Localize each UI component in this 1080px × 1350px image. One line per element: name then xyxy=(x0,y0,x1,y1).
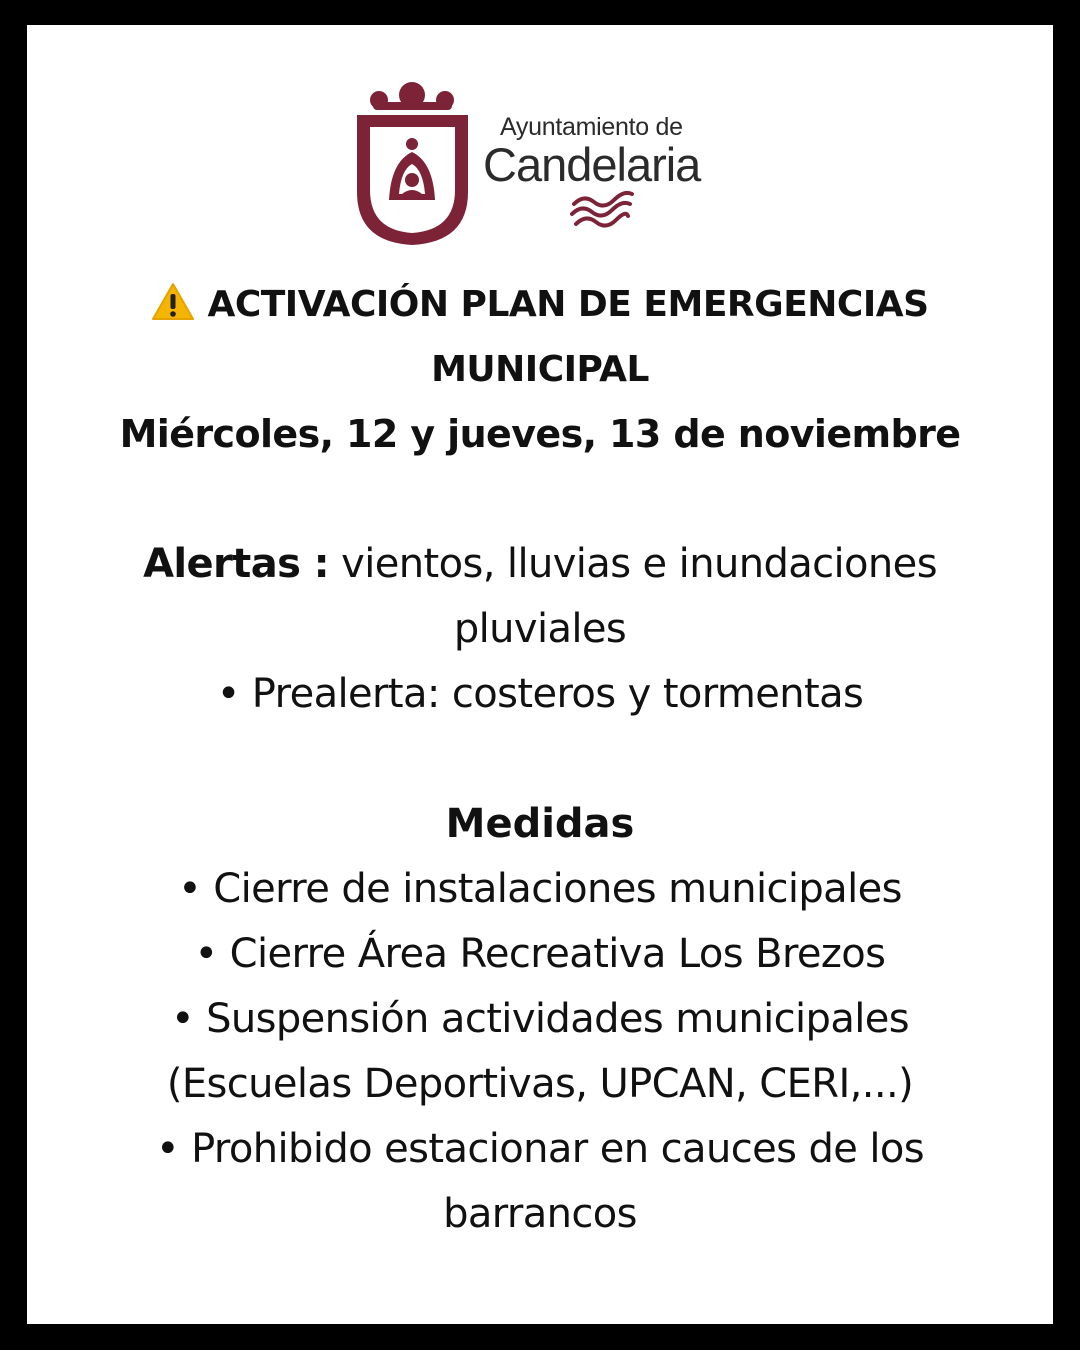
prealert-line: • Prealerta: costeros y tormentas xyxy=(216,671,864,717)
title-line-2: MUNICIPAL xyxy=(431,349,649,390)
measure-line: • Cierre Área Recreativa Los Brezos xyxy=(194,931,886,977)
measure-line: • Cierre de instalaciones municipales xyxy=(178,866,902,912)
logo-line-candelaria: Candelaria xyxy=(483,138,701,191)
warning-icon xyxy=(151,282,195,322)
poster-content xyxy=(27,272,1053,1247)
measures-title: Medidas xyxy=(445,801,635,847)
logo-text xyxy=(483,112,733,191)
logo xyxy=(355,82,730,247)
logo-line-ayuntamiento: Ayuntamiento de xyxy=(500,113,683,141)
measure-line: • Prohibido estacionar en cauces de los xyxy=(156,1126,924,1172)
municipal-crest-icon xyxy=(355,82,470,247)
alerts-line xyxy=(27,532,1053,597)
title-text-1: ACTIVACIÓN PLAN DE EMERGENCIAS xyxy=(207,284,929,325)
measure-line: barrancos xyxy=(443,1191,637,1237)
waves-icon xyxy=(570,190,635,230)
alerts-label: Alertas : xyxy=(143,541,330,587)
title-line-1 xyxy=(27,272,1053,337)
spacer xyxy=(27,467,1053,532)
spacer xyxy=(27,727,1053,792)
measure-line: • Suspensión actividades municipales xyxy=(170,996,910,1042)
alerts-text: vientos, lluvias e inundaciones xyxy=(341,541,937,587)
measure-line: (Escuelas Deportivas, UPCAN, CERI,...) xyxy=(166,1061,914,1107)
alerts-line-2: pluviales xyxy=(453,606,627,652)
date-line: Miércoles, 12 y jueves, 13 de noviembre xyxy=(119,412,961,456)
